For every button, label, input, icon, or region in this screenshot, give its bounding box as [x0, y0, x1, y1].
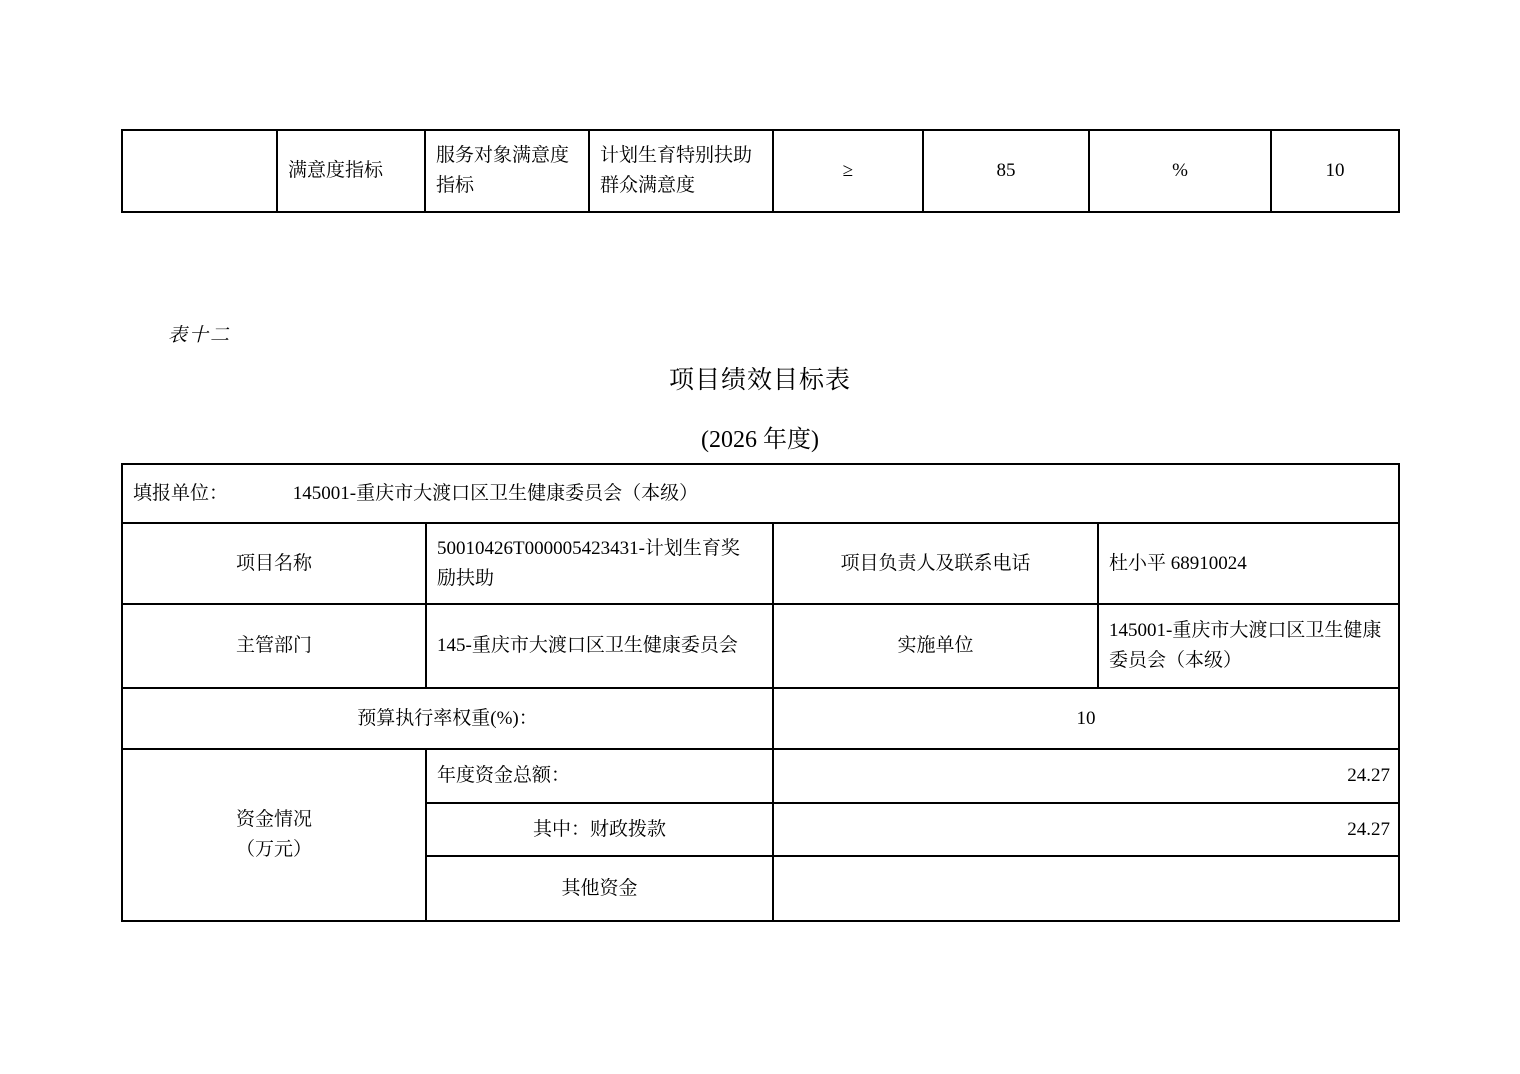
funds-label-line1: 资金情况	[235, 809, 312, 830]
implementing-unit-value: 145001-重庆市大渡口区卫生健康委员会（本级）	[1098, 604, 1399, 688]
funds-label-line2: （万元）	[235, 839, 312, 860]
indicator-name-cell: 计划生育特别扶助群众满意度	[589, 130, 773, 212]
project-name-value: 50010426T000005423431-计划生育奖励扶助	[426, 523, 773, 604]
table-caption: 表十二	[168, 325, 232, 346]
table-row	[122, 604, 1399, 688]
indicator-subcategory-cell: 服务对象满意度指标	[425, 130, 589, 212]
page-subtitle: (2026 年度)	[701, 427, 819, 453]
weight-cell: 10	[1271, 130, 1399, 212]
table-row	[122, 688, 1399, 749]
reporting-unit-label: 填报单位：	[133, 482, 229, 504]
budget-rate-label: 预算执行率权重(%)：	[122, 688, 773, 749]
department-value: 145-重庆市大渡口区卫生健康委员会	[426, 604, 773, 688]
empty-cell	[122, 130, 277, 212]
project-leader-value: 杜小平 68910024	[1098, 523, 1399, 604]
comparison-operator-cell: ≥	[773, 130, 923, 212]
project-leader-label: 项目负责人及联系电话	[773, 523, 1098, 604]
indicator-category-cell: 满意度指标	[277, 130, 425, 212]
project-target-table	[121, 463, 1400, 922]
table-row	[122, 749, 1399, 803]
annual-funds-total-value: 24.27	[773, 749, 1399, 803]
fiscal-allocation-value: 24.27	[773, 803, 1399, 856]
other-funds-label: 其他资金	[426, 856, 773, 921]
table-row	[122, 523, 1399, 604]
table-row	[122, 464, 1399, 523]
budget-rate-value: 10	[773, 688, 1399, 749]
project-name-label: 项目名称	[122, 523, 426, 604]
table-row	[122, 130, 1399, 212]
reporting-unit-value: 145001-重庆市大渡口区卫生健康委员会（本级）	[292, 482, 699, 504]
other-funds-value	[773, 856, 1399, 921]
department-label: 主管部门	[122, 604, 426, 688]
target-value-cell: 85	[923, 130, 1089, 212]
fiscal-allocation-label: 其中：财政拨款	[426, 803, 773, 856]
satisfaction-indicator-table	[121, 129, 1400, 213]
annual-funds-total-label: 年度资金总额：	[426, 749, 773, 803]
funds-section-label	[122, 749, 426, 921]
unit-cell: %	[1089, 130, 1271, 212]
reporting-unit-cell	[122, 464, 1399, 523]
page-title: 项目绩效目标表	[668, 367, 851, 394]
implementing-unit-label: 实施单位	[773, 604, 1098, 688]
